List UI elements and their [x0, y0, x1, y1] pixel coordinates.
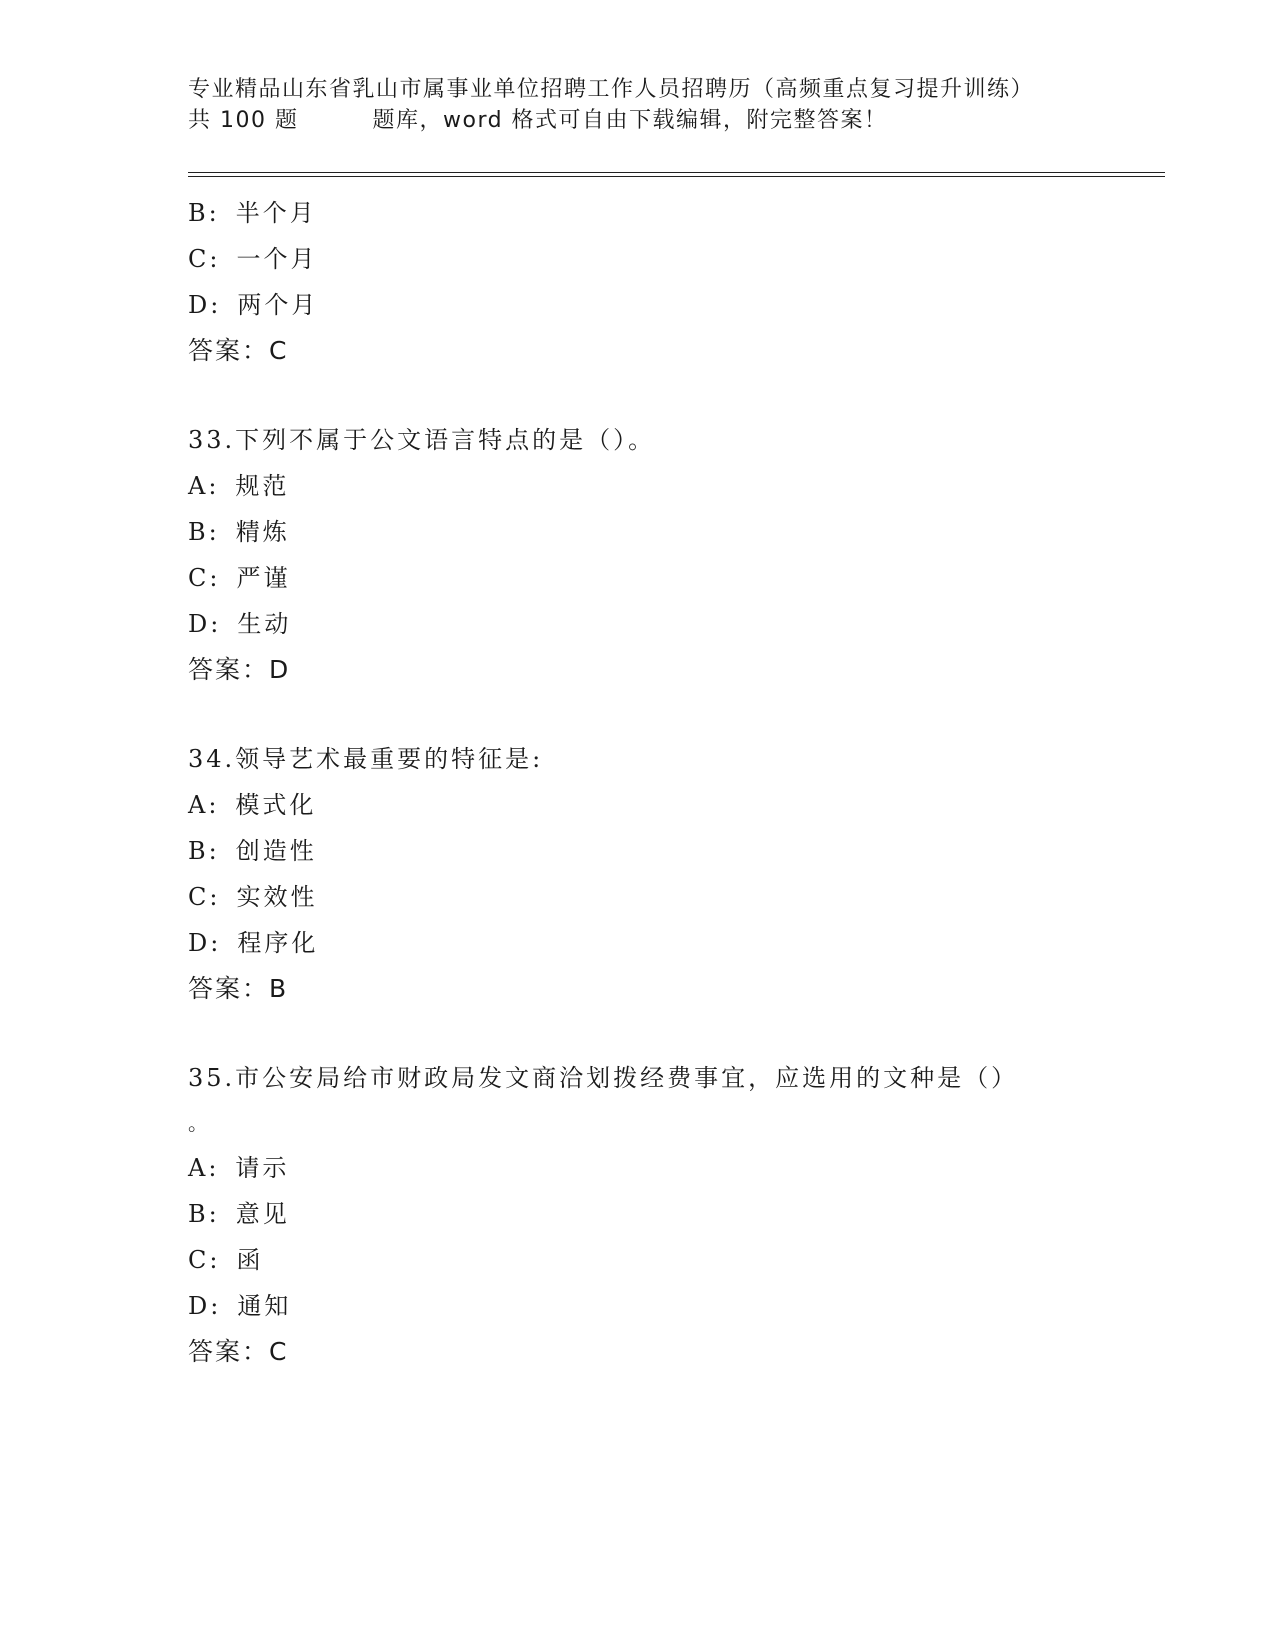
header-count: 共 100 题 — [188, 108, 299, 133]
document-header — [188, 74, 1108, 136]
question-text-continuation: 。 — [188, 1111, 211, 1135]
option-d: D: 程序化 — [188, 929, 319, 957]
question-text: 领导艺术最重要的特征是: — [235, 745, 544, 773]
question-list — [188, 190, 1168, 1375]
option-a: A: 规范 — [188, 472, 290, 500]
answer: 答案：C — [188, 336, 289, 365]
option-c: C: 严谨 — [188, 564, 291, 592]
question-stem — [188, 1055, 1168, 1101]
header-subtitle-line — [188, 105, 1108, 136]
question-block-33 — [188, 417, 1168, 693]
option-c: C: 实效性 — [188, 883, 318, 911]
option-d: D: 生动 — [188, 610, 292, 638]
option-a: A: 模式化 — [188, 791, 317, 819]
question-number: 33. — [188, 426, 236, 454]
answer: 答案：C — [188, 1337, 289, 1366]
option-c: C: 函 — [188, 1246, 264, 1274]
option-c: C: 一个月 — [188, 245, 318, 273]
header-description: 题库，word 格式可自由下载编辑，附完整答案！ — [372, 108, 888, 133]
option-b: B: 半个月 — [188, 199, 317, 227]
header-title-line: 专业精品山东省乳山市属事业单位招聘工作人员招聘历（高频重点复习提升训练） — [188, 77, 1035, 102]
option-b: B: 意见 — [188, 1200, 290, 1228]
header-rule-top — [188, 172, 1165, 173]
question-number: 35. — [188, 1064, 236, 1092]
answer: 答案：B — [188, 974, 289, 1003]
question-block-partial — [188, 190, 1168, 374]
question-stem — [188, 736, 1168, 782]
option-d: D: 通知 — [188, 1292, 292, 1320]
option-b: B: 精炼 — [188, 518, 290, 546]
question-text: 下列不属于公文语言特点的是（）。 — [235, 426, 656, 454]
question-block-35 — [188, 1055, 1168, 1375]
header-rule-bottom — [188, 176, 1165, 177]
question-number: 34. — [188, 745, 236, 773]
option-a: A: 请示 — [188, 1154, 290, 1182]
question-block-34 — [188, 736, 1168, 1012]
question-text: 市公安局给市财政局发文商洽划拨经费事宜，应选用的文种是（） — [235, 1064, 1019, 1092]
option-d: D: 两个月 — [188, 291, 319, 319]
option-b: B: 创造性 — [188, 837, 317, 865]
answer: 答案：D — [188, 655, 291, 684]
question-stem — [188, 417, 1168, 463]
